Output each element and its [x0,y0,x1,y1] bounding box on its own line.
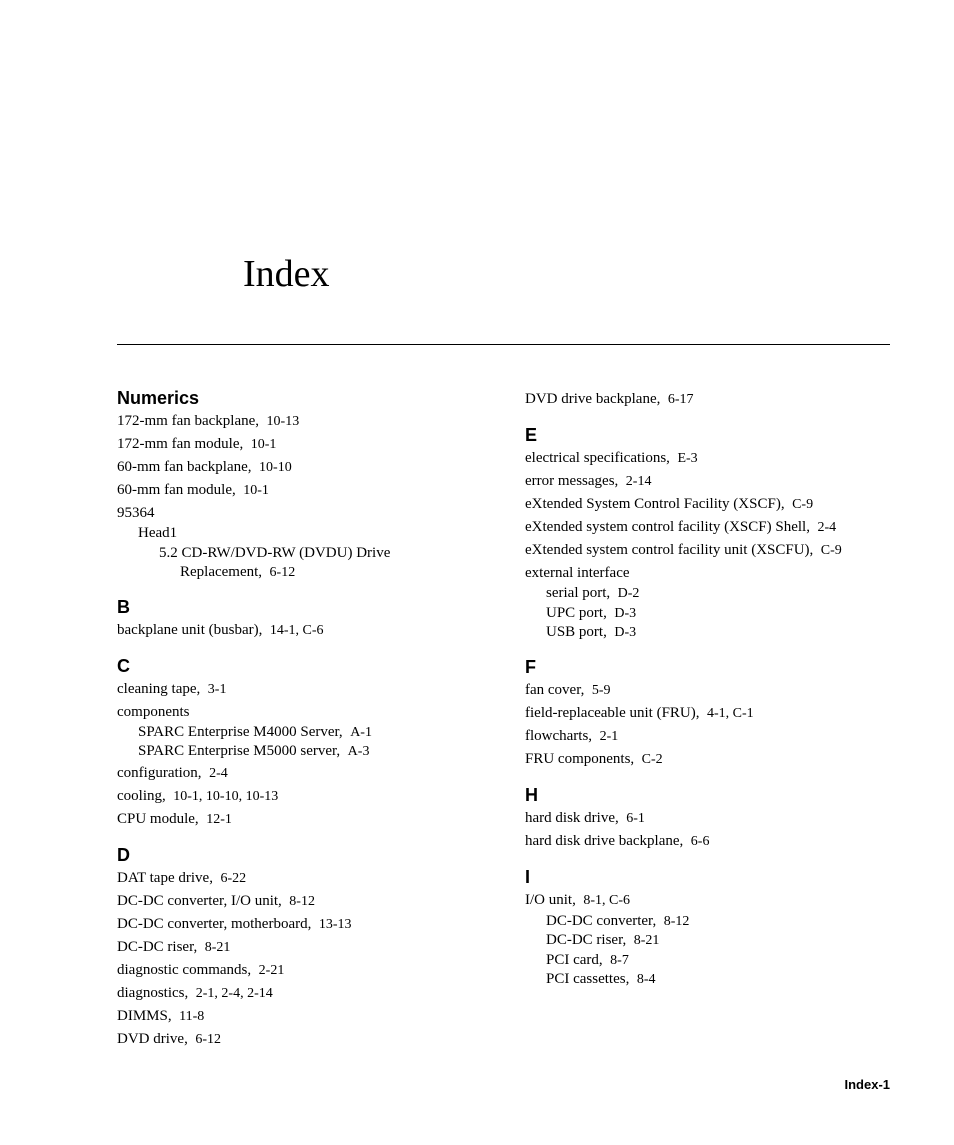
index-entry: DC-DC converter, motherboard, 13-13 [117,915,352,932]
index-entry: diagnostic commands, 2-21 [117,961,285,978]
page-ref[interactable]: C-9 [820,543,842,558]
index-entry: 95364 [117,505,155,521]
page-ref[interactable]: 8-7 [610,952,629,968]
page-ref[interactable]: 10-1, 10-10, 10-13 [173,788,279,804]
section-heading-d: D [117,844,130,865]
index-entry: CPU module, 12-1 [117,810,232,827]
index-entry: DVD drive backplane, 6-17 [525,391,694,407]
title-rule [117,344,890,345]
page-ref[interactable]: 5-9 [591,682,611,698]
index-entry: error messages, 2-14 [525,473,652,489]
page-ref[interactable]: D-2 [617,586,640,601]
page-ref[interactable]: C-9 [792,497,814,512]
section-heading-e: E [525,425,538,445]
page-ref[interactable]: 4-1, C-1 [707,705,754,721]
index-entry: DVD drive, 6-12 [117,1030,221,1047]
page-ref[interactable]: 6-1 [626,810,645,826]
page-ref[interactable]: 12-1 [206,811,232,827]
index-entry: DIMMS, 11-8 [117,1007,205,1024]
index-subentry: Head1 [138,525,178,541]
index-subsubentry-continued: Replacement, 6-12 [180,564,296,580]
page-ref[interactable]: 8-21 [633,933,660,948]
index-entry: field-replaceable unit (FRU), 4-1, C-1 [525,704,754,721]
page-number: Index-1 [844,1077,890,1092]
index-subentry: UPC port, D-3 [546,604,637,621]
index-entry: backplane unit (busbar), 14-1, C-6 [117,621,324,638]
index-entry: hard disk drive, 6-1 [525,809,645,826]
index-column-right [525,388,925,990]
page-ref[interactable]: 10-1 [250,437,277,452]
section-heading-b: B [117,596,130,617]
index-entry: components [117,703,190,720]
index-subentry: DC-DC converter, 8-12 [546,912,690,929]
index-subsubentry: 5.2 CD-RW/DVD-RW (DVDU) Drive [159,544,391,561]
index-subentry: serial port, D-2 [546,585,640,601]
index-subentry: DC-DC riser, 8-21 [546,932,660,948]
page-ref[interactable]: 8-21 [204,939,231,955]
index-subentry: SPARC Enterprise M5000 server, A-3 [138,743,370,759]
page-ref[interactable]: 2-1 [599,728,619,744]
page-ref[interactable]: 13-13 [318,916,352,932]
index-subentry: USB port, D-3 [546,624,637,640]
page-ref[interactable]: 6-6 [690,833,710,849]
page-ref[interactable]: 11-8 [179,1008,205,1024]
index-entry: fan cover, 5-9 [525,681,611,698]
section-heading-numerics: Numerics [117,388,200,408]
page-ref[interactable]: 6-12 [195,1031,221,1047]
page-ref[interactable]: 2-14 [625,474,652,489]
section-heading-i: I [525,866,531,887]
page-ref[interactable]: 2-4 [817,520,837,535]
page-ref[interactable]: 2-21 [258,962,285,978]
index-entry: external interface [525,565,630,581]
page-ref[interactable]: D-3 [614,605,637,621]
index-entry: cooling, 10-1, 10-10, 10-13 [117,787,279,804]
index-entry: DC-DC converter, I/O unit, 8-12 [117,892,315,909]
page-ref[interactable]: 6-22 [220,870,247,886]
page-ref[interactable]: E-3 [677,451,698,466]
index-subentry: PCI card, 8-7 [546,951,629,968]
page-ref[interactable]: A-1 [350,724,372,740]
page-ref[interactable]: 8-1, C-6 [583,892,631,908]
page-ref[interactable]: 2-1, 2-4, 2-14 [195,985,273,1001]
index-subentry: SPARC Enterprise M4000 Server, A-1 [138,723,372,740]
page-ref[interactable]: 10-13 [266,414,300,429]
page-ref[interactable]: 10-1 [243,483,269,498]
page-ref[interactable]: 6-17 [667,392,694,407]
page-ref[interactable]: 2-4 [209,765,228,781]
section-heading-h: H [525,784,538,805]
section-heading-f: F [525,656,536,677]
index-entry: electrical specifications, E-3 [525,450,698,466]
index-entry: 60-mm fan module, 10-1 [117,482,269,498]
index-entry: FRU components, C-2 [525,750,663,767]
page-ref[interactable]: 8-12 [289,893,315,909]
page-ref[interactable]: A-3 [347,744,370,759]
page-ref[interactable]: 6-12 [269,565,296,580]
page-ref[interactable]: 8-4 [636,972,656,987]
index-subentry: PCI cassettes, 8-4 [546,971,656,987]
index-entry: diagnostics, 2-1, 2-4, 2-14 [117,984,273,1001]
index-entry: I/O unit, 8-1, C-6 [525,891,631,908]
page-ref[interactable]: 3-1 [207,681,227,697]
page-ref[interactable]: 8-12 [663,913,690,929]
index-entry: 172-mm fan backplane, 10-13 [117,413,300,429]
index-entry: eXtended System Control Facility (XSCF), C-9 [525,496,814,512]
page-title: Index [243,253,330,295]
section-heading-c: C [117,655,130,676]
index-entry: DAT tape drive, 6-22 [117,869,247,886]
index-entry: 172-mm fan module, 10-1 [117,436,277,452]
page-ref[interactable]: D-3 [614,625,637,640]
index-entry: eXtended system control facility unit (XSCFU), C-9 [525,542,842,558]
index-entry: configuration, 2-4 [117,764,228,781]
page-ref[interactable]: 14-1, C-6 [269,622,324,638]
index-entry: DC-DC riser, 8-21 [117,938,231,955]
page-ref[interactable]: 10-10 [259,460,292,475]
index-entry: 60-mm fan backplane, 10-10 [117,459,292,475]
index-column-left [117,388,497,1051]
index-entry: hard disk drive backplane, 6-6 [525,832,710,849]
index-entry: cleaning tape, 3-1 [117,680,227,697]
page-ref[interactable]: C-2 [641,751,663,767]
index-entry: flowcharts, 2-1 [525,727,619,744]
index-entry: eXtended system control facility (XSCF) Shell, 2-4 [525,519,837,535]
